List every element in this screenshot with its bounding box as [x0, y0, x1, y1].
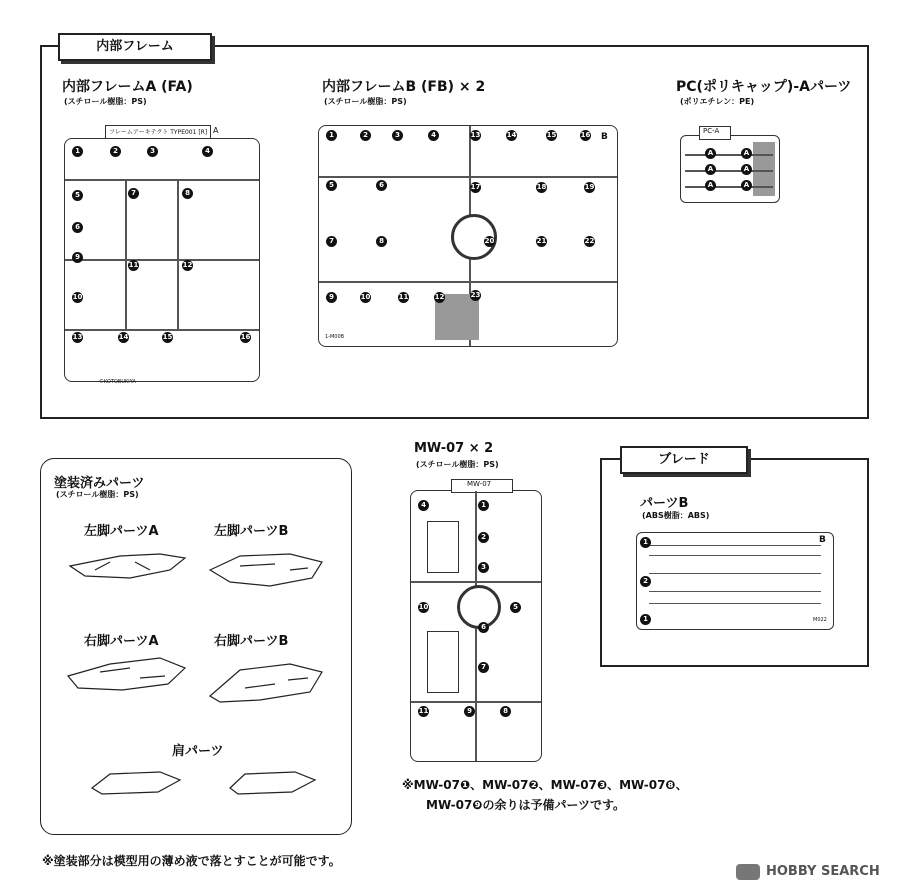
frame-a-runner-letter: A: [213, 126, 219, 135]
blade-num-1-top: 1: [640, 537, 651, 548]
frame-b-num-14: 14: [506, 131, 517, 139]
frame-b-num-11: 11: [398, 293, 409, 301]
frame-a-num-1: 1: [72, 146, 83, 157]
mw07-title: MW-07 × 2: [414, 441, 494, 456]
blade-runner: [636, 532, 834, 630]
paint-removal-note: ※塗装部分は模型用の薄め液で落とすことが可能です。: [42, 854, 341, 868]
internal-frame-tab: 内部フレーム: [58, 33, 212, 61]
left-leg-b-part: [210, 554, 322, 586]
shoulder-part-left: [92, 772, 180, 794]
frame-b-num-23: 23: [470, 291, 481, 299]
frame-a-num-8: 8: [182, 188, 193, 199]
frame-a-num-2: 2: [110, 146, 121, 157]
frame-b-num-21: 21: [536, 237, 547, 245]
painted-parts-material: (スチロール樹脂：PS): [56, 490, 139, 499]
blade-material: (ABS樹脂：ABS): [642, 511, 710, 520]
right-leg-b-label: 右脚パーツB: [214, 634, 289, 649]
frame-b-material: (スチロール樹脂：PS): [324, 97, 407, 106]
mw07-part-barrel: [427, 631, 459, 693]
frame-b-num-6: 6: [376, 180, 387, 191]
mw07-runner: [410, 480, 542, 762]
frame-b-num-7: 7: [326, 236, 337, 247]
frame-a-num-16: 16: [240, 333, 251, 341]
watermark-text: HOBBY SEARCH: [766, 864, 880, 879]
frame-b-title: 内部フレームB (FB) × 2: [322, 79, 486, 95]
blade-num-2: 2: [640, 576, 651, 587]
shoulder-part-right: [230, 772, 315, 794]
frame-b-num-9: 9: [326, 292, 337, 303]
blade-runner-footer: M022: [813, 617, 827, 623]
pc-material: (ポリエチレン：PE): [680, 97, 755, 106]
painted-parts-title: 塗装済みパーツ: [54, 476, 145, 491]
frame-a-num-15: 15: [162, 333, 173, 341]
mw07-part-rifle: [427, 521, 459, 573]
frame-b-num-13: 13: [470, 131, 481, 139]
mw07-num-2: 2: [478, 532, 489, 543]
frame-a-material: (スチロール樹脂：PS): [64, 97, 147, 106]
pc-shaded-area: [753, 142, 775, 196]
mw07-num-9: 9: [464, 706, 475, 717]
frame-b-runner-footer: 1-M00B: [325, 334, 345, 340]
frame-a-runner-header: フレームアーキテクト TYPE001 [R]: [109, 129, 208, 136]
frame-a-num-6: 6: [72, 222, 83, 233]
right-leg-a-part: [68, 658, 185, 690]
mw07-num-6: 6: [478, 622, 489, 633]
frame-b-num-18: 18: [536, 183, 547, 191]
shoulder-label: 肩パーツ: [172, 744, 224, 759]
mw07-runner-label: MW-07: [467, 480, 492, 488]
frame-b-num-4: 4: [428, 130, 439, 141]
mw07-material: (スチロール樹脂：PS): [416, 460, 499, 469]
mw07-num-10: 10: [418, 603, 429, 611]
mw07-num-11: 11: [418, 707, 429, 715]
mw07-num-8: 8: [500, 706, 511, 717]
frame-b-num-1: 1: [326, 130, 337, 141]
right-leg-a-label: 右脚パーツA: [84, 634, 159, 649]
frame-a-num-9: 9: [72, 252, 83, 263]
frame-b-num-12: 12: [434, 293, 445, 301]
pc-part-a-5: A: [705, 180, 716, 191]
mw07-num-3: 3: [478, 562, 489, 573]
frame-b-num-15: 15: [546, 131, 557, 139]
spare-parts-note-line2: MW-07❾の余りは予備パーツです。: [426, 798, 626, 812]
spare-parts-note-line1: ※MW-07❶、MW-07❷、MW-07❸、MW-07❽、: [402, 778, 688, 792]
frame-a-num-13: 13: [72, 333, 83, 341]
frame-b-num-8: 8: [376, 236, 387, 247]
frame-a-num-11: 11: [128, 261, 139, 269]
frame-a-num-12: 12: [182, 261, 193, 269]
frame-a-runner: [64, 126, 260, 385]
left-leg-a-label: 左脚パーツA: [84, 524, 159, 539]
pc-title: PC(ポリキャップ)-Aパーツ: [676, 79, 852, 95]
pc-part-a-4: A: [741, 164, 752, 175]
frame-a-num-10: 10: [72, 293, 83, 301]
right-leg-b-part: [210, 664, 322, 702]
frame-b-num-3: 3: [392, 130, 403, 141]
blade-num-1-bottom: 1: [640, 614, 651, 625]
left-leg-a-part: [70, 554, 185, 578]
mw07-num-4: 4: [418, 500, 429, 511]
frame-a-num-3: 3: [147, 146, 158, 157]
frame-b-num-22: 22: [584, 237, 595, 245]
blade-tab: ブレード: [620, 446, 748, 474]
frame-b-num-19: 19: [584, 183, 595, 191]
frame-a-title: 内部フレームA (FA): [62, 79, 193, 95]
frame-b-num-16: 16: [580, 131, 591, 139]
watermark-logo: [736, 864, 760, 880]
mw07-num-1: 1: [478, 500, 489, 511]
frame-a-num-7: 7: [128, 188, 139, 199]
frame-a-runner-footer: ©KOTOBUKIYA: [99, 379, 136, 385]
mw07-num-5: 5: [510, 602, 521, 613]
frame-b-num-10: 10: [360, 293, 371, 301]
frame-b-runner: [318, 125, 618, 347]
blade-runner-letter: B: [819, 535, 826, 545]
frame-a-num-14: 14: [118, 333, 129, 341]
frame-a-num-4: 4: [202, 146, 213, 157]
pc-runner: [680, 127, 780, 203]
blade-title: パーツB: [640, 496, 689, 511]
frame-b-num-2: 2: [360, 130, 371, 141]
frame-b-runner-letter: B: [601, 132, 608, 142]
pc-runner-label: PC-A: [703, 127, 720, 135]
frame-a-num-5: 5: [72, 190, 83, 201]
frame-b-num-17: 17: [470, 183, 481, 191]
frame-b-num-5: 5: [326, 180, 337, 191]
pc-part-a-1: A: [705, 148, 716, 159]
painted-parts-drawings: [40, 458, 350, 833]
frame-b-num-20: 20: [484, 237, 495, 245]
mw07-num-7: 7: [478, 662, 489, 673]
pc-part-a-3: A: [705, 164, 716, 175]
pc-part-a-6: A: [741, 180, 752, 191]
pc-part-a-2: A: [741, 148, 752, 159]
left-leg-b-label: 左脚パーツB: [214, 524, 289, 539]
